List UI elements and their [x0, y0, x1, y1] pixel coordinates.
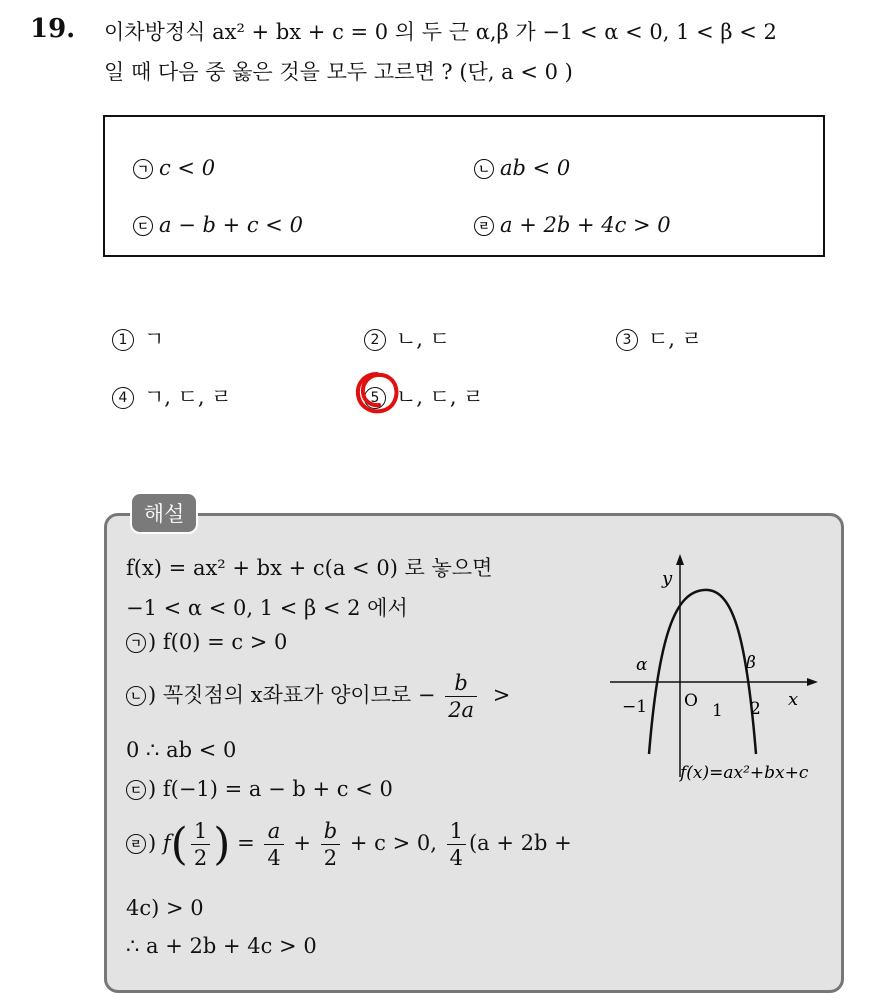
choice-number-1: 1 [112, 329, 134, 351]
marker-rieul-icon: ㄹ [126, 834, 146, 854]
tick-neg1: −1 [622, 697, 648, 717]
marker-rieul-icon: ㄹ [474, 216, 494, 236]
parabola-curve [649, 590, 756, 754]
solution-line-8: 4c) > 0 [126, 896, 204, 920]
solution-line-3: ㄱ ) f(0) = c > 0 [126, 630, 287, 654]
fraction-b-over-2: $\frac{b}{2}$ [321, 818, 340, 871]
choice-4[interactable]: 4 ㄱ, ㄷ, ㄹ [112, 381, 232, 411]
tick-1: 1 [712, 701, 723, 721]
marker-nieun-icon: ㄴ [126, 686, 146, 706]
condition-b: ㄴ ab < 0 [474, 156, 570, 180]
condition-a: ㄱ c < 0 [133, 156, 215, 180]
fraction-one-quarter: $\frac{1}{4}$ [447, 818, 466, 871]
question-line-1: 이차방정식 ax² + bx + c = 0 의 두 근 α,β 가 −1 < α < 0, 1 < β < 2 [104, 20, 777, 44]
fraction-one-half: $\frac{1}{2}$ [191, 818, 210, 871]
solution-line-7: ㄹ ) f( $\frac{1}{2}$ ) = $\frac{a}{4}$ + $\frac{b}{2}$ + c > 0, $\frac{1}{4}$ (a + 2b + [126, 818, 572, 871]
beta-label: β [746, 653, 756, 673]
marker-giyeok-icon: ㄱ [126, 633, 146, 653]
parabola-graph [604, 552, 834, 792]
solution-line-2: −1 < α < 0, 1 < β < 2 에서 [126, 596, 408, 620]
choice-number-2: 2 [364, 329, 386, 351]
choice-5[interactable]: 5 ㄴ, ㄷ, ㄹ [364, 381, 484, 411]
question-number: 19. [30, 14, 76, 44]
alpha-label: α [636, 655, 648, 675]
marker-digeut-icon: ㄷ [133, 216, 153, 236]
solution-line-1: f(x) = ax² + bx + c(a < 0) 로 놓으면 [126, 556, 493, 580]
tick-2: 2 [750, 699, 761, 719]
marker-nieun-icon: ㄴ [474, 159, 494, 179]
origin-label: O [684, 691, 698, 711]
function-label: f(x)=ax²+bx+c [680, 763, 809, 783]
marker-giyeok-icon: ㄱ [133, 159, 153, 179]
choice-1[interactable]: 1 ㄱ [112, 323, 164, 353]
fraction-a-over-4: $\frac{a}{4}$ [264, 818, 283, 871]
solution-line-4: ㄴ ) 꼭짓점의 x좌표가 양이므로 − $\frac{b}{2a}$ > [126, 670, 510, 723]
condition-d: ㄹ a + 2b + 4c > 0 [474, 213, 671, 237]
choice-number-5: 5 [364, 387, 386, 409]
solution-line-6: ㄷ ) f(−1) = a − b + c < 0 [126, 777, 393, 801]
answer-mark-icon [352, 368, 402, 418]
choice-3[interactable]: 3 ㄷ, ㄹ [616, 323, 702, 353]
x-label: x [788, 689, 799, 710]
solution-tag: 해설 [130, 492, 198, 534]
fraction-b-over-2a: $\frac{b}{2a}$ [445, 670, 477, 723]
solution-line-9: ∴ a + 2b + 4c > 0 [126, 934, 317, 958]
choice-2[interactable]: 2 ㄴ, ㄷ [364, 323, 450, 353]
marker-digeut-icon: ㄷ [126, 780, 146, 800]
question-line-2: 일 때 다음 중 옳은 것을 모두 고르면 ? (단, a < 0 ) [104, 60, 573, 84]
y-label: y [662, 568, 673, 589]
x-axis-arrow-icon [807, 678, 818, 686]
solution-line-5: 0 ∴ ab < 0 [126, 738, 237, 762]
choice-number-4: 4 [112, 387, 134, 409]
condition-c: ㄷ a − b + c < 0 [133, 213, 303, 237]
choice-number-3: 3 [616, 329, 638, 351]
y-axis-arrow-icon [676, 554, 684, 565]
